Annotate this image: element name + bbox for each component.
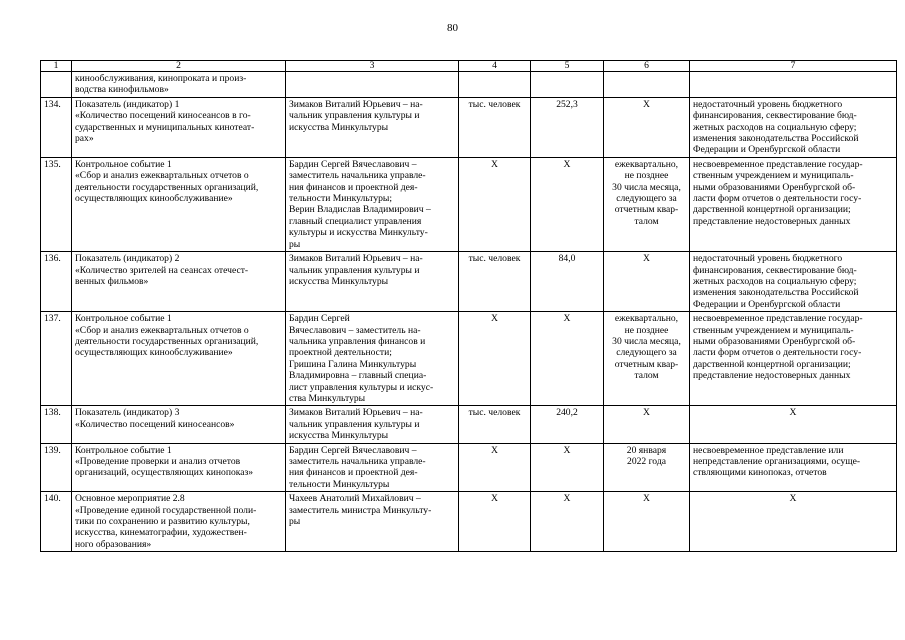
responsible-cell — [286, 97, 459, 157]
row-number-cell: 135. — [41, 157, 72, 251]
column-header: 4 — [459, 61, 531, 72]
cell-line: отчетным квар- — [614, 204, 679, 216]
unit-cell — [459, 157, 531, 251]
cell-line: ствляющими кинопоказ, отчетов — [693, 467, 827, 479]
unit-cell — [459, 72, 531, 98]
value-cell — [531, 312, 604, 406]
cell-line: чальник управления культуры и — [289, 110, 420, 122]
unit-cell — [459, 252, 531, 312]
cell-line: «Проведение проверки и анализ отчетов — [75, 456, 241, 467]
cell-line: «Проведение единой государственной поли- — [75, 504, 257, 516]
cell-line: Контрольное событие 1 — [75, 313, 172, 325]
cell-line: финансирования, секвестирование бюд- — [693, 110, 857, 122]
plan-table — [40, 60, 897, 552]
measure-cell — [72, 157, 286, 251]
column-number-row — [41, 61, 897, 72]
cell-line: Показатель (индикатор) 3 — [75, 407, 180, 419]
risk-cell — [690, 252, 897, 312]
cell-line: Контрольное событие 1 — [75, 444, 172, 456]
value-cell — [531, 97, 604, 157]
cell-line: талом — [634, 215, 659, 227]
responsible-cell — [286, 312, 459, 406]
table-row — [41, 406, 897, 443]
measure-cell — [72, 97, 286, 157]
cell-line: тыс. человек — [468, 98, 521, 110]
unit-cell — [459, 97, 531, 157]
cell-line: X — [563, 313, 571, 325]
cell-line: X — [643, 493, 650, 505]
cell-line: отчетным квар- — [614, 358, 679, 370]
cell-line: заместитель министра Минкульту- — [289, 504, 432, 516]
table-body — [41, 61, 897, 552]
cell-line: X — [563, 493, 571, 505]
row-number-cell: 140. — [41, 492, 72, 552]
table-row — [41, 312, 897, 406]
row-number-cell: 139. — [41, 443, 72, 492]
cell-line: изменения законодательства Российской — [693, 133, 859, 145]
cell-line: деятельности государственных организаций, — [75, 181, 259, 193]
value-cell — [531, 406, 604, 443]
row-number-cell: 137. — [41, 312, 72, 406]
cell-line: заместитель начальника управле- — [289, 456, 426, 467]
cell-line: X — [789, 407, 797, 419]
cell-line: X — [491, 313, 498, 325]
cell-line: ства Минкультуры — [289, 392, 366, 404]
cell-line: «Сбор и анализ ежеквартальных отчетов о — [75, 324, 249, 336]
row-number-cell: 138. — [41, 406, 72, 443]
cell-line: следующего за — [616, 193, 677, 205]
cell-line: недостаточный уровень бюджетного — [693, 253, 843, 265]
cell-line: «Сбор и анализ ежеквартальных отчетов о — [75, 170, 249, 182]
cell-line: непредставление организациями, осуще- — [693, 456, 861, 467]
column-header: 1 — [41, 61, 72, 72]
continuation-row — [41, 72, 897, 98]
risk-cell — [690, 312, 897, 406]
cell-line: осуществляющих кинообслуживание» — [75, 193, 233, 205]
cell-line: ния финансов и проектной дея- — [289, 467, 418, 479]
deadline-cell — [604, 97, 690, 157]
cell-line: культуры и искусства Минкульту- — [289, 227, 428, 239]
cell-line: проектной деятельности; — [289, 347, 392, 359]
risk-cell — [690, 97, 897, 157]
risk-cell — [690, 157, 897, 251]
value-cell — [531, 157, 604, 251]
row-number-cell: 136. — [41, 252, 72, 312]
column-header: 7 — [690, 61, 897, 72]
cell-line: «Количество зрителей на сеансах отечест- — [75, 264, 249, 276]
cell-line: 240,2 — [556, 407, 578, 419]
cell-line: Зимаков Виталий Юрьевич – на- — [289, 407, 423, 419]
cell-line: ежеквартально, — [614, 158, 679, 170]
cell-line: Вячеславович – заместитель на- — [289, 324, 421, 336]
measure-cell — [72, 72, 286, 98]
cell-line: ственным учреждением и муниципаль- — [693, 170, 854, 182]
cell-line: X — [491, 158, 498, 170]
cell-line: X — [563, 444, 571, 456]
cell-line: «Количество посещений киносеансов в го- — [75, 110, 251, 122]
cell-line: недостаточный уровень бюджетного — [693, 98, 843, 110]
column-header: 5 — [531, 61, 604, 72]
risk-cell — [690, 72, 897, 98]
cell-line: тельности Минкультуры — [289, 478, 390, 490]
cell-line: Чахеев Анатолий Михайлович – — [289, 493, 421, 505]
deadline-cell — [604, 443, 690, 492]
unit-cell — [459, 406, 531, 443]
cell-line: X — [643, 98, 650, 110]
cell-line: искусства Минкультуры — [289, 121, 389, 133]
cell-line: лист управления культуры и искус- — [289, 381, 434, 393]
cell-line: X — [563, 158, 571, 170]
measure-cell — [72, 252, 286, 312]
cell-line: Зимаков Виталий Юрьевич – на- — [289, 98, 423, 110]
page-number: 80 — [447, 22, 458, 34]
cell-line: чальника управления финансов и — [289, 335, 426, 347]
cell-line: Показатель (индикатор) 2 — [75, 253, 180, 265]
cell-line: не позднее — [624, 324, 669, 336]
cell-line: искусства, кинематографии, художествен- — [75, 527, 247, 539]
column-header: 6 — [604, 61, 690, 72]
cell-line: Контрольное событие 1 — [75, 158, 172, 170]
cell-line: Владимировна – главный специа- — [289, 370, 427, 382]
cell-line: тельности Минкультуры; — [289, 193, 393, 205]
cell-line: ры — [289, 516, 301, 528]
cell-line: главный специалист управления — [289, 215, 422, 227]
cell-line: ры — [289, 238, 301, 250]
deadline-cell — [604, 312, 690, 406]
table-row — [41, 97, 897, 157]
cell-line: 2022 года — [627, 456, 666, 467]
cell-line: Бардин Сергей Вячеславович – — [289, 444, 417, 456]
cell-line: несвоевременное представление или — [693, 444, 844, 456]
table-row — [41, 443, 897, 492]
column-header: 3 — [286, 61, 459, 72]
cell-line: Показатель (индикатор) 1 — [75, 98, 180, 110]
cell-line: водства кинофильмов» — [75, 84, 169, 96]
responsible-cell — [286, 157, 459, 251]
cell-line: X — [491, 444, 498, 456]
cell-line: заместитель начальника управле- — [289, 170, 426, 182]
cell-line: Бардин Сергей Вячеславович – — [289, 158, 417, 170]
cell-line: Верин Владислав Владимирович – — [289, 204, 431, 216]
value-cell — [531, 252, 604, 312]
responsible-cell — [286, 406, 459, 443]
cell-line: 30 числа месяца, — [612, 335, 681, 347]
column-header: 2 — [72, 61, 286, 72]
cell-line: X — [643, 253, 650, 265]
row-number-cell: 134. — [41, 97, 72, 157]
cell-line: искусства Минкультуры — [289, 430, 389, 442]
cell-line: осуществляющих кинообслуживание» — [75, 347, 233, 359]
row-number-cell — [41, 72, 72, 98]
unit-cell — [459, 492, 531, 552]
value-cell — [531, 492, 604, 552]
cell-line: ными образованиями Оренбургской об- — [693, 335, 856, 347]
cell-line: Федерации и Оренбургской области — [693, 298, 841, 310]
measure-cell — [72, 312, 286, 406]
cell-line: несвоевременное представление государ- — [693, 313, 863, 325]
cell-line: чальник управления культуры и — [289, 418, 420, 430]
cell-line: не позднее — [624, 170, 669, 182]
responsible-cell — [286, 443, 459, 492]
table-row — [41, 492, 897, 552]
cell-line: несвоевременное представление государ- — [693, 158, 863, 170]
cell-line: «Количество посещений киносеансов» — [75, 418, 235, 430]
cell-line: 20 января — [626, 444, 667, 456]
risk-cell — [690, 406, 897, 443]
unit-cell — [459, 312, 531, 406]
cell-line: Основное мероприятие 2.8 — [75, 493, 185, 505]
cell-line: изменения законодательства Российской — [693, 287, 859, 299]
cell-line: X — [491, 493, 498, 505]
cell-line: Гришина Галина Минкультуры — [289, 358, 417, 370]
cell-line: сударственных и муниципальных кинотеат- — [75, 121, 255, 133]
table-row — [41, 252, 897, 312]
cell-line: финансирования, секвестирование бюд- — [693, 264, 857, 276]
cell-line: тыс. человек — [468, 253, 521, 265]
deadline-cell — [604, 157, 690, 251]
cell-line: следующего за — [616, 347, 677, 359]
measure-cell — [72, 406, 286, 443]
unit-cell — [459, 443, 531, 492]
cell-line: искусства Минкультуры — [289, 275, 389, 287]
cell-line: ласти форм отчетов о деятельности госу- — [693, 193, 862, 205]
measure-cell — [72, 443, 286, 492]
cell-line: жетных расходов на социальную сферу; — [693, 275, 857, 287]
cell-line: ния финансов и проектной дея- — [289, 181, 418, 193]
cell-line: 84,0 — [558, 253, 576, 265]
cell-line: Федерации и Оренбургской области — [693, 144, 841, 156]
cell-line: ного образования» — [75, 538, 152, 550]
cell-line: жетных расходов на социальную сферу; — [693, 121, 857, 133]
deadline-cell — [604, 492, 690, 552]
cell-line: рах» — [75, 133, 94, 145]
cell-line: 30 числа месяца, — [612, 181, 681, 193]
cell-line: 252,3 — [556, 98, 578, 110]
cell-line: кинообслуживания, кинопроката и произ- — [75, 73, 247, 84]
cell-line: X — [643, 407, 650, 419]
responsible-cell — [286, 252, 459, 312]
cell-line: деятельности государственных организаций, — [75, 335, 259, 347]
cell-line: Бардин Сергей — [289, 313, 350, 325]
cell-line: дарственной концертной организации; — [693, 204, 851, 216]
table-row — [41, 157, 897, 251]
risk-cell — [690, 443, 897, 492]
risk-cell — [690, 492, 897, 552]
cell-line: представление недостоверных данных — [693, 370, 851, 382]
responsible-cell — [286, 492, 459, 552]
cell-line: ласти форм отчетов о деятельности госу- — [693, 347, 862, 359]
deadline-cell — [604, 406, 690, 443]
value-cell — [531, 443, 604, 492]
deadline-cell — [604, 252, 690, 312]
cell-line: ными образованиями Оренбургской об- — [693, 181, 856, 193]
measure-cell — [72, 492, 286, 552]
value-cell — [531, 72, 604, 98]
cell-line: венных фильмов» — [75, 275, 149, 287]
deadline-cell — [604, 72, 690, 98]
cell-line: дарственной концертной организации; — [693, 358, 851, 370]
cell-line: тыс. человек — [468, 407, 521, 419]
cell-line: чальник управления культуры и — [289, 264, 420, 276]
cell-line: ственным учреждением и муниципаль- — [693, 324, 854, 336]
responsible-cell — [286, 72, 459, 98]
cell-line: тики по сохранению и развитию культуры, — [75, 516, 250, 528]
cell-line: Зимаков Виталий Юрьевич – на- — [289, 253, 423, 265]
cell-line: представление недостоверных данных — [693, 215, 851, 227]
cell-line: X — [789, 493, 797, 505]
cell-line: организаций, осуществляющих кинопоказ» — [75, 467, 254, 479]
cell-line: ежеквартально, — [614, 313, 679, 325]
cell-line: талом — [634, 370, 659, 382]
